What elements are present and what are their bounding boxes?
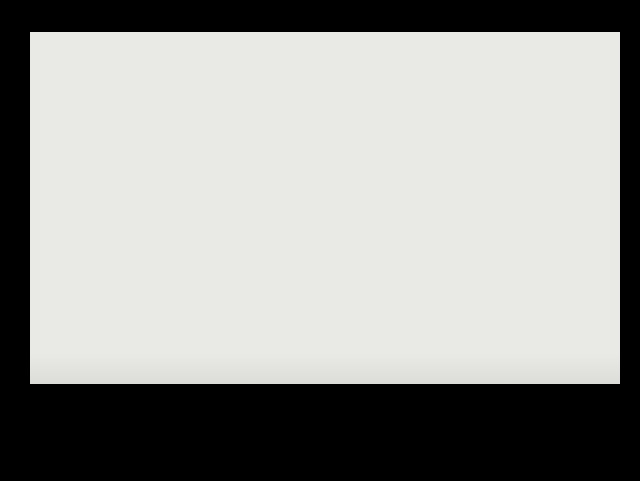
document-sheet <box>30 32 620 384</box>
register-table <box>30 32 620 384</box>
